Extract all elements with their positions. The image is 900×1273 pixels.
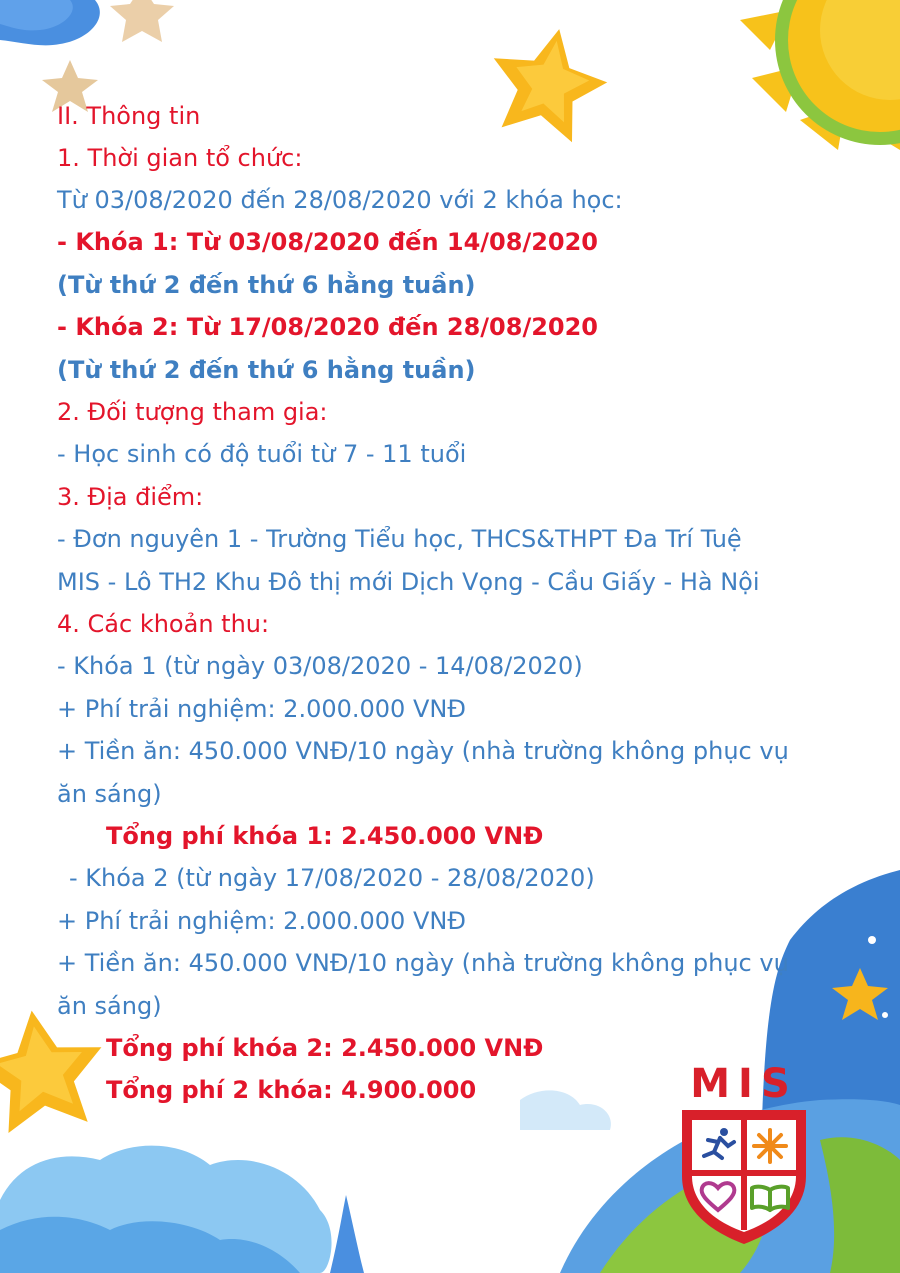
text-line: - Khóa 1 (từ ngày 03/08/2020 - 14/08/2020) [57,652,583,680]
logo-shield [676,1106,812,1246]
school-logo [676,1062,812,1248]
star-icon [110,0,174,42]
course-1-total: Tổng phí khóa 1: 2.450.000 VNĐ [106,822,544,850]
text-line: + Phí trải nghiệm: 2.000.000 VNĐ [57,695,466,723]
text-line: - Khóa 2 (từ ngày 17/08/2020 - 28/08/2020) [69,864,595,892]
logo-text: MIS [690,1061,798,1107]
cloud-icon [0,1090,611,1273]
cloud-icon [0,0,100,45]
text-line: + Tiền ăn: 450.000 VNĐ/10 ngày (nhà trường không phục vụ [57,737,789,765]
sun-icon [740,0,900,150]
subheading-fees: 4. Các khoản thu: [57,610,270,638]
text-line: ăn sáng) [57,992,162,1020]
text-line: - Học sinh có độ tuổi từ 7 - 11 tuổi [57,440,467,468]
grand-total: Tổng phí 2 khóa: 4.900.000 [106,1076,477,1104]
text-line: (Từ thứ 2 đến thứ 6 hằng tuần) [57,271,476,299]
text-line: Từ 03/08/2020 đến 28/08/2020 với 2 khóa học: [57,186,623,214]
text-line: (Từ thứ 2 đến thứ 6 hằng tuần) [57,356,476,384]
course-1-dates: - Khóa 1: Từ 03/08/2020 đến 14/08/2020 [57,228,599,256]
star-icon [480,17,616,147]
text-line: - Đơn nguyên 1 - Trường Tiểu học, THCS&THPT Đa Trí Tuệ [57,525,742,553]
text-line: MIS - Lô TH2 Khu Đô thị mới Dịch Vọng - Cầu Giấy - Hà Nội [57,568,760,596]
sun-burst-icon [754,1130,786,1162]
subheading-location: 3. Địa điểm: [57,483,204,511]
text-line: ăn sáng) [57,780,162,808]
text-line: + Tiền ăn: 450.000 VNĐ/10 ngày (nhà trường không phục vụ [57,949,789,977]
course-2-dates: - Khóa 2: Từ 17/08/2020 đến 28/08/2020 [57,313,599,341]
subheading-time: 1. Thời gian tổ chức: [57,144,303,172]
course-2-total: Tổng phí khóa 2: 2.450.000 VNĐ [106,1034,544,1062]
subheading-participants: 2. Đối tượng tham gia: [57,398,328,426]
section-heading: II. Thông tin [57,102,201,130]
text-line: + Phí trải nghiệm: 2.000.000 VNĐ [57,907,466,935]
